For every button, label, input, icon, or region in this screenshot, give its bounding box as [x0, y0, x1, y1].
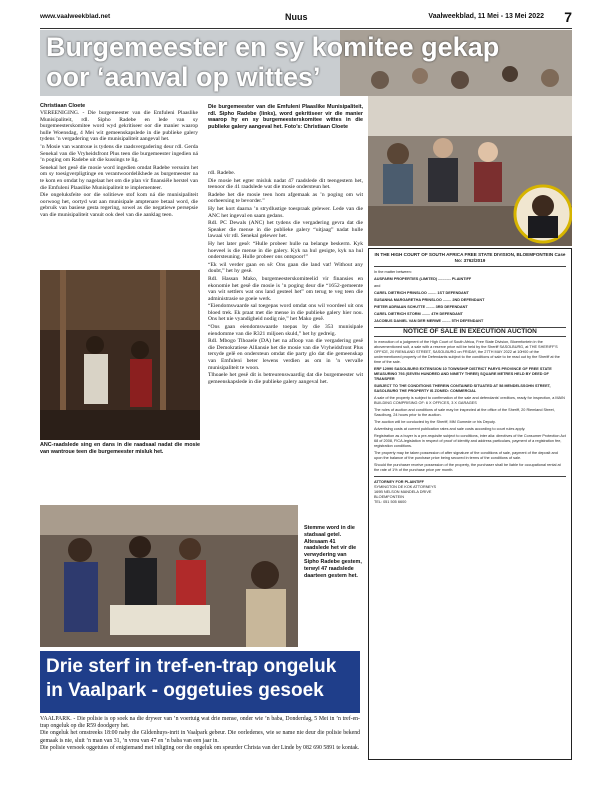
signoff-line: BLOEMFONTEIN [374, 495, 404, 500]
anc-dancing-photo [40, 270, 200, 440]
story2-headline-line-2: in Vaalpark - oggetuies gesoek [46, 680, 324, 701]
paragraph: Senekal het gesê die mosie word ingedien omdat Radebe versuim het om sy toesigverpligtinge en verantwoordelikhede as burgemeester na te kom en omdat hy nagelaat het om die plan vir finansiële herstel van die Emfuleni Plaaslike Munisipaliteit te implementeer. [40, 164, 198, 191]
court-paragraph: ERF 12990 SASOLBURG EXTENSION 10 TOWNSHIP DISTRICT PARYS PROVINCE OF FREE STATE MEASURING 793 (SEVEN HUNDRED AND NINETY THREE) SQUARE METRES HELD BY DEED OF TRANSFER [374, 367, 552, 382]
paragraph: Rdl. Hassan Mako, burgemeesterskomiteelid vir finansies en ekonomie het gesê die mosie is ’n poging deur die “1652-gemeente van wit settlers wat ons land gesteel het” om terug te veg teen die administrasie se goeie werk. [208, 275, 363, 302]
paragraph: VEREENIGING. - Die burgemeester van die Emfuleni Plaaslike Munisipaliteit, rdl. Sipho Radebe en lede van sy burgemeesterskomitee word wyd gekritiseer oor die manier waarop hulle Woensdag, 4 Mei wit gemeenskapslede in die publieke galery tydens ’n vergadering van die munisipaliteit aangeval het. [40, 110, 198, 143]
photo-caption-mayor: Die burgemeester van die Emfuleni Plaaslike Munisipaliteit, rdl. Sipho Radebe (links), word gekritiseer vir die manier waarop hy en sy burgemeesterskomitee wittes in die publieke galery aangeval het. Foto’s: Christiaan Cloete [208, 104, 363, 130]
headline-line-2: oor ‘aanval op wittes’ [46, 62, 321, 92]
court-paragraph: The auction will be conducted by the Sheriff, MM Gumede or his Deputy. [374, 420, 496, 425]
paragraph: rdl. Radebe. [208, 170, 236, 176]
section-title: Nuus [285, 12, 308, 22]
site-url[interactable]: www.vaalweekblad.net [40, 13, 111, 20]
paragraph: VAALPARK. - Die polisie is op soek na die drywer van ’n voertuig wat drie mense, onder wie ’n baba, Donderdag, 5 Mei in ’n tref-en-trap ongeluk op die R59 doodgery het. [40, 716, 360, 730]
signoff-line: ATTORNEY FOR PLAINTIFF [374, 480, 424, 485]
court-party: AUSFARM PROPERTIES (LIMITED) ............ PLAINTIFF [374, 277, 472, 282]
story2-headline-banner [40, 651, 360, 713]
header-rule [40, 28, 572, 29]
notice-title: NOTICE OF SALE IN EXECUTION AUCTION [374, 327, 566, 337]
signoff-line: SYMINGTON DE KOK ATTORNEYS [374, 485, 437, 490]
page-number: 7 [564, 9, 572, 25]
photo-caption-vote: Stemme word in die stadsaal getel. Altesaam 41 raadslede het vir die verwydering van Sipho Radebe gestem, terwyl 47 raadslede daarteen gestem het. [304, 525, 362, 579]
photo-caption-dancing: ANC-raadslede sing en dans in die raadsaal nadat die mosie van wantroue teen die burgemeester misluk het. [40, 442, 200, 455]
paragraph: ’n Mosie van wantroue is tydens die raadsvergadering deur rdl. Gerda Senekal van die Vryheidsfront Plus teen die burgemeester ingedien ná ’n poging om Radebe uit die kussings te lig. [40, 143, 198, 164]
court-party: CAREL DIETRICH PRINSLOO ........ 1ST DEFENDANT [374, 291, 469, 296]
court-paragraph: A sale of the property is subject to confirmation of the sale and defendants’ creditors, ready for inspection, a MAIN BUILDING COMPRISING OF: 6 X OFFICES, 3 X GARAGES [374, 396, 565, 406]
paragraph: Radebe het die mosie teen hom afgemaak as ’n poging om wit oorheersing te bevorder.” [208, 191, 363, 205]
court-paragraph: Registration as a buyer is a pre-requisite subject to conditions, inter alia: directives of the Consumer Protection Act 68 of 2008, FICA-legislation in respect of proof of identity and address particulars, payment of a registration fee, registration conditions. [374, 434, 566, 449]
paragraph: “Eiendomswaarde sal toegepas word omdat ons wil voordeel uit ons bloed trek. Ek praat met die mense in die publieke galery hier nou. Ons het nie vyandigheid nodig nie,” het Mako gesê. [208, 303, 363, 323]
court-party: PIETER ADRIAAN SCHUTTE ........ 3RD DEFENDANT [374, 305, 468, 310]
main-headline [46, 32, 576, 92]
issue-date: Vaalweekblad, 11 Mei - 13 Mei 2022 [428, 13, 544, 20]
story2-body [40, 716, 360, 752]
divider [374, 476, 566, 477]
court-party: JACOBUS DANIEL VAN DER MERWE ........ 5TH DEFENDANT [374, 319, 484, 324]
court-party: In the matter between: [374, 270, 412, 275]
paragraph: Hy het later gesê: “Hulle probeer hulle na belange beskerm. Kyk hoeveel is die mense in die galery. Kyk na hul gesigte, kyk na hul ondersteuning. Hulle probeer ons ontspoor!” [208, 240, 363, 261]
court-paragraph: The property may be taken possession of after signature of the conditions of sale, payment of the deposit and upon the balance of the purchase price being secured in terms of the conditions of sale. [374, 451, 558, 461]
paragraph: Hy het kort daarna ’n strydlustige toespraak gelewer. Lede van die ANC het ingeval en saam gedans. [208, 205, 363, 219]
signoff-line: TEL: 051 505 6600 [374, 500, 407, 505]
paragraph: Die mosie het egter misluk nadat 47 raadslede dit teengestem het, teenoor die 41 raadslede wat die mosie ondersteun het. [208, 177, 363, 191]
court-paragraph: The rules of auction and conditions of sale may be inspected at the office of the Sheriff, 20 Riemland Street, Sasolburg, 24 hours prior to the auction. [374, 408, 555, 418]
page-header [40, 10, 572, 28]
divider [374, 266, 566, 267]
headline-line-1: Burgemeester en sy komitee gekap [46, 32, 500, 62]
court-party: CAREL DIETRICH STORM ........ 4TH DEFENDANT [374, 312, 463, 317]
court-paragraph: In execution of a judgment of the High Court of South Africa, Free State Division, Bloemfontein in the abovementioned suit, a sale with a reserve price will be held by the Sheriff SASOLBURG, at THE SHERIFF’S OFFICE, 20 RIEMLAND STREET, SASOLBURG on FRIDAY, the 27TH MAY 2022 at 10H00 of the undermentioned property of the Defendants subject to the conditions of sale to be read out by the Sheriff at the time of the sale. [374, 340, 560, 365]
article-column-1 [40, 110, 198, 220]
story2-headline [46, 655, 358, 703]
paragraph: Tlhoaele het gesê dit is betreurenswaardig dat die burgemeester wit gemeenskapslede in die publieke galery aangeval het. [208, 372, 363, 385]
paragraph: Rdl. PC Dewals (ANC) het tydens die vergadering gevra dat die Speaker die mense in die publieke galery “uitjaag” nadat hulle lawaai vir rdl. Senekal gelewer het. [208, 220, 363, 240]
paragraph: “Ons gaan eiendomswaarde toepas by die 353 munisipale eiendomme van die R321 miljoen skuld,” het hy gedreig. [208, 324, 363, 337]
court-party: and [374, 284, 381, 289]
court-paragraph: Should the purchaser receive possession of the property, the purchaser shall be liable for occupational rental at the rate of 1% of the purchase price per month. [374, 463, 561, 473]
paragraph: Die polisie versoek oggetuies of enigiemand met inligting oor die ongeluk om speurder Christa van der Linde by 082 690 5891 te kontak. [40, 744, 360, 751]
story2-headline-line-1: Drie sterf in tref-en-trap ongeluk [46, 656, 337, 677]
court-paragraph: Advertising costs at current publication rates and sale costs according to court rules apply. [374, 427, 526, 432]
signoff-line: 169B NELSON MANDELA DRIVE [374, 490, 432, 495]
byline: Christiaan Cloete [40, 103, 86, 109]
court-notice [368, 248, 572, 760]
paragraph: Die ongeluksfeite oor die solitiewe stof kom ná die munisipaliteit oorwoog het, oortyd wat aan munisipale amptenare betaal word, die gebruik van basiese gesta regering, sowel as die negatiewe persepsie van die munisipaliteit vanuit ook deel van die aanklag teen. [40, 192, 198, 218]
article-column-2 [208, 170, 363, 386]
paragraph: “Ek wil verder gaan en sê: Ons gaan die land vat! Without any doubt,” het hy gesê. [208, 261, 363, 275]
court-heading: IN THE HIGH COURT OF SOUTH AFRICA FREE STATE DIVISION, BLOEMFONTEIN Case No: 3762/2019 [374, 252, 566, 263]
paragraph: Rdl. Mbogo Tlhoaele (DA) het na afloop van die vergadering gesê die Demokratiese Alliansie het die mosie van die Vryheidsfront Plus tersyde gelê en ondersteun omdat die party glo dat die gemeenskap van Emfuleni beter lewens verdien as om in ’n vervalle munisipaliteit te woon. [208, 338, 363, 371]
paragraph: Die ongeluk het omstreeks 18:00 naby die Gildenhuys-inrit in Vaalpark gebeur. Die oorledenes, wie se name nie deur die polisie bekend gemaak is nie, sluit ’n man van 31, ’n vrou van 47 en ’n baba van een jaar in. [40, 730, 360, 744]
court-party: SUSANNA MARGARETHA PRINSLOO ........ 2ND DEFENDANT [374, 298, 485, 303]
vote-counting-photo [40, 505, 298, 647]
court-paragraph: SUBJECT TO THE CONDITIONS THEREIN CONTAINED SITUATED AT 58 MENDELSSOHN STREET, SASOLBURG THE PROPERTY IS ZONED: COMMERCIAL [374, 384, 551, 394]
audience-photo [368, 96, 572, 246]
